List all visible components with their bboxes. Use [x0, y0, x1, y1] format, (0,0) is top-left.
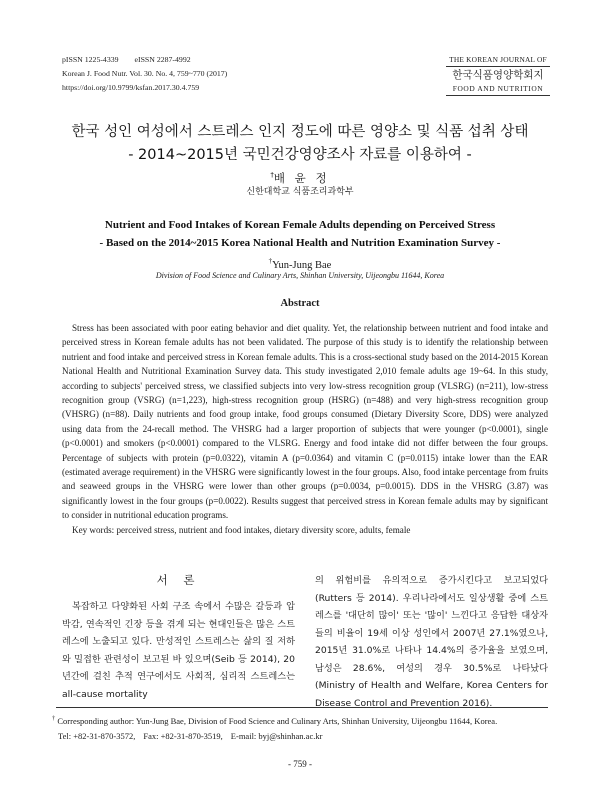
introduction-right-column: 의 위험비를 유의적으로 증가시킨다고 보고되었다(Rutters 등 2014). 우리나라에서도 일상생활 중에 스트레스를 '대단히 많이' 또는 '많이' 느낀다고 응답한 대상자들의 비율이 19세 이상 성인에서 2007년 27.1%였으나, 2015년 31.0%로 나타나 14.4%의 증가율을 보였으며, 남성은 28.6%, 여성의 경우 30.5%로 나타났다 (Ministry of Health and Welfare, Korea Centers for Disease Control and Prevention 2016).: [315, 575, 548, 709]
korean-title: [0, 121, 600, 167]
section-heading-introduction: 서 론: [156, 573, 201, 587]
english-title-main: Nutrient and Food Intakes of Korean Female Adults depending on Perceived Stress: [104, 219, 496, 231]
footnote-corresponding: [52, 711, 497, 729]
introduction-left-column: 복잡하고 다양화된 사회 구조 속에서 수많은 갈등과 압박감, 연속적인 긴장 등을 겪게 되는 현대인들은 많은 스트레스에 노출되고 있다. 만성적인 스트레스는 삶의 질 저하와 밀접한 관련성이 보고된 바 있으며(Seib 등 2014), 20년간에 걸친 추적 연구에서도 사회적, 심리적 스트레스는 all-cause mortality: [62, 601, 295, 700]
corresponding-mark: †: [268, 257, 273, 265]
korean-title-subtitle: - 2014~2015년 국민건강영양조사 자료를 이용하여 -: [128, 147, 472, 163]
abstract-text: Stress has been associated with poor eating behavior and diet quality. Yet, the relationship between nutrient and food intake and perceived stress in Korean female adults has not been validated. The purpose of this study is to identify the relationship between nutrient and food intake and perceived stress in Korean female adults. This is a cross-sectional study based on the 2014-2015 Korean National Health and Nutritional Examination Survey data. This study investigated 2,010 female adults age 19~64. In this study, according to subjects' perceived stress, we classified subjects into very low-stress recognition group (VLSRG) (n=211), low-stress recognition group (VSRG) (n=1,223), high-stress recognition group (HSRG) (n=488) and very high-stress recognition group (VHSRG) (n=88). Daily nutrients and food group intake, food groups consumed (Dietary Diversity Score, DDS) were analyzed using data from the 24-recall method. The VHSRG had a larger proportion of subjects that were younger (p<0.0001), single (p<0.0001) and smokers (p<0.0001) compared to the VLSRG. Energy and food intake did not differ between the four groups. Percentage of subjects with protein (p=0.0322), vitamin A (p=0.0364) and vitamin C (p=0.0115) intake lower than the EAR (estimated average requirement) in the VHSRG were significantly lowest in the four groups. Also, food intake percentage from fruits and seaweed groups in the VHSRG were lower than other groups (p=0.0034, p=0.0015). DDS in the VHSRG (3.87) was significantly lowest in the four groups (p=0.0022). Results suggest that perceived stress in Korean female adults may by significant to consider in nutritional education programs.: [62, 323, 548, 521]
corresponding-mark: †: [270, 171, 274, 179]
print-issn: pISSN 1225-4339: [62, 55, 119, 64]
journal-name-bottom: FOOD AND NUTRITION: [446, 83, 550, 96]
keywords: Key words: perceived stress, nutrient and food intakes, dietary diversity score, adults, female: [72, 524, 411, 535]
journal-info: [62, 53, 227, 95]
korean-title-main: 한국 성인 여성에서 스트레스 인지 정도에 따른 영양소 및 식품 섭취 상태: [71, 124, 529, 140]
english-affiliation: Division of Food Science and Culinary Arts, Shinhan University, Uijeongbu 11644, Korea: [155, 271, 445, 280]
english-title: [0, 217, 600, 252]
email-link[interactable]: E-mail: byj@shinhan.ac.kr: [230, 731, 323, 741]
abstract-heading: Abstract: [280, 298, 320, 309]
journal-name-top: THE KOREAN JOURNAL OF: [446, 53, 550, 67]
korean-author: [0, 167, 600, 186]
citation: Korean J. Food Nutr. Vol. 30. No. 4, 759~770 (2017): [62, 69, 228, 78]
footnote-contact: [52, 729, 497, 744]
doi-link[interactable]: https://doi.org/10.9799/ksfan.2017.30.4.759: [62, 83, 200, 92]
journal-name-korean: 한국식품영양학회지: [452, 69, 544, 81]
page-number: - 759 -: [288, 759, 312, 769]
footnote: [52, 711, 497, 744]
footnote-divider: [56, 707, 548, 708]
telephone: Tel: +82-31-870-3572,: [58, 731, 136, 741]
online-issn: eISSN 2287-4992: [134, 55, 191, 64]
korean-author-name: 배 윤 정: [273, 171, 330, 185]
corresponding-author-text: Corresponding author: Yun-Jung Bae, Division of Food Science and Culinary Arts, Shinhan University, Uijeongbu 11644, Korea.: [57, 716, 498, 726]
korean-affiliation: 신한대학교 식품조리과학부: [246, 187, 354, 197]
journal-logo: [446, 53, 550, 96]
english-title-subtitle: - Based on the 2014~2015 Korea National Health and Nutrition Examination Survey -: [99, 236, 501, 249]
fax: Fax: +82-31-870-3519,: [143, 731, 223, 741]
issn-line: [62, 53, 227, 67]
corresponding-mark: †: [52, 715, 56, 722]
english-author-name: Yun-Jung Bae: [272, 260, 332, 271]
abstract: [62, 321, 548, 537]
